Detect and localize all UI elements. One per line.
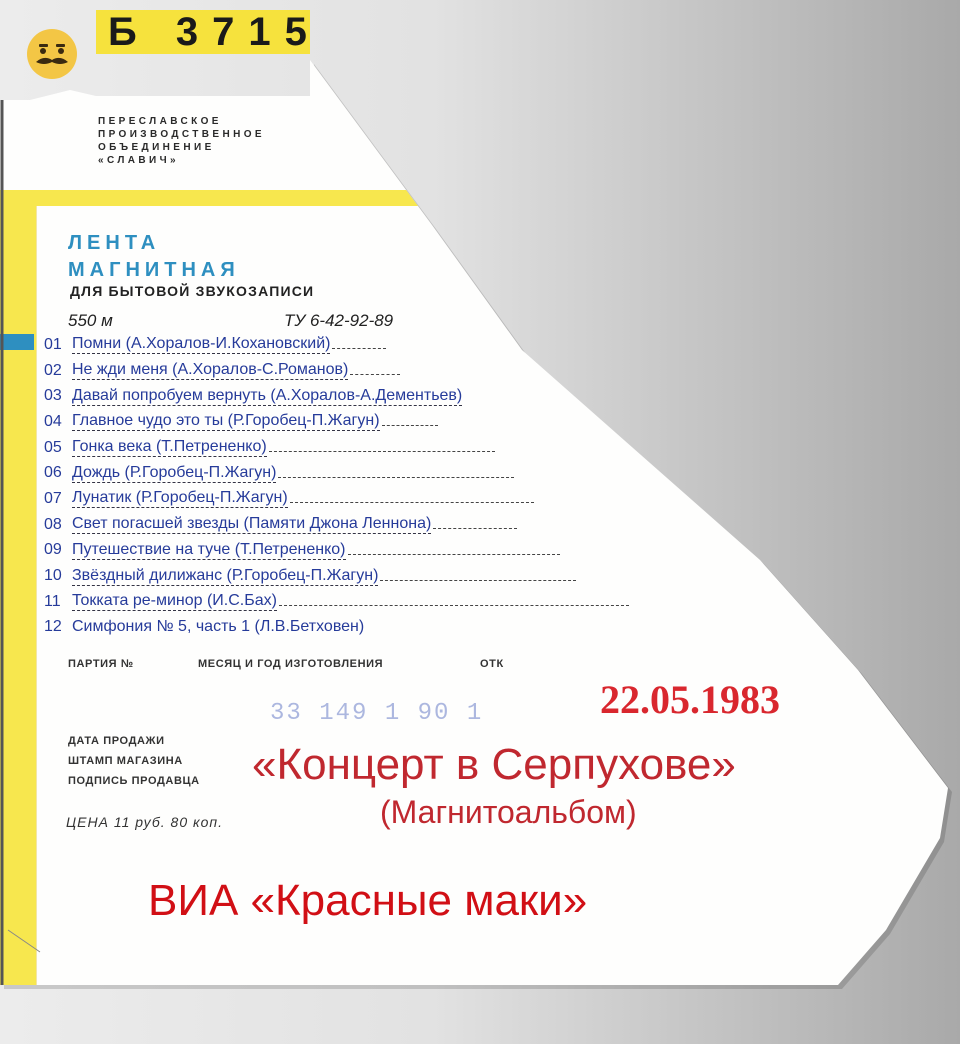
track-item (44, 460, 629, 486)
track-title: Гонка века (Т.Петрененко) (72, 438, 267, 456)
track-title: Помни (А.Хоралов-И.Кохановский) (72, 335, 331, 353)
fill-dots (382, 425, 438, 426)
fill-dots (332, 348, 386, 349)
tape-length: 550 м (68, 311, 113, 330)
org-line-4: «СЛАВИЧ» (98, 155, 179, 166)
track-item (44, 589, 629, 615)
track-list (44, 332, 629, 640)
track-title: Главное чудо это ты (Р.Горобец-П.Жагун) (72, 412, 380, 430)
org-line-1: ПЕРЕСЛАВСКОЕ (98, 116, 222, 127)
album-title: «Концерт в Серпухове» (252, 740, 736, 789)
track-number: 02 (44, 361, 62, 379)
track-number: 10 (44, 567, 62, 585)
product-purpose: ДЛЯ БЫТОВОЙ ЗВУКОЗАПИСИ (70, 283, 315, 299)
product-title-line1: ЛЕНТА (68, 232, 161, 254)
release-date: 22.05.1983 (600, 677, 780, 722)
price-line: ЦЕНА 11 руб. 80 коп. (66, 814, 224, 830)
blue-mark (0, 334, 34, 350)
track-title: Лунатик (Р.Горобец-П.Жагун) (72, 489, 288, 507)
track-title: Путешествие на туче (Т.Петрененко) (72, 540, 346, 558)
shop-stamp-label: ШТАМП МАГАЗИНА (68, 755, 183, 767)
track-number: 06 (44, 464, 62, 482)
track-number: 08 (44, 515, 62, 533)
track-number: 01 (44, 335, 62, 353)
track-title: Симфония № 5, часть 1 (Л.В.Бетховен) (72, 618, 365, 636)
track-item (44, 538, 629, 564)
track-item (44, 563, 629, 589)
track-number: 11 (44, 592, 61, 610)
track-number: 07 (44, 489, 62, 507)
track-item (44, 409, 629, 435)
org-line-2: ПРОИЗВОДСТВЕННОЕ (98, 129, 265, 140)
track-item (44, 512, 629, 538)
track-title: Не жди меня (А.Хоралов-С.Романов) (72, 361, 349, 379)
mustache-face-icon (26, 28, 78, 80)
fill-dots (433, 528, 517, 529)
track-number: 03 (44, 387, 62, 405)
sale-date-label: ДАТА ПРОДАЖИ (68, 735, 165, 747)
month-year-label: МЕСЯЦ И ГОД ИЗГОТОВЛЕНИЯ (198, 658, 384, 670)
product-title-line2: МАГНИТНАЯ (68, 259, 240, 281)
fill-dots (278, 477, 514, 478)
album-subtitle: (Магнитоальбом) (380, 794, 637, 830)
track-item (44, 358, 629, 384)
track-item (44, 435, 629, 461)
fill-dots (269, 451, 495, 452)
tech-standard: ТУ 6-42-92-89 (284, 311, 394, 330)
track-title: Дождь (Р.Горобец-П.Жагун) (72, 463, 277, 481)
track-number: 12 (44, 618, 62, 636)
left-margin-line (36, 206, 37, 986)
yellow-band-top (0, 190, 960, 206)
fill-dots (290, 502, 534, 503)
artist-name: ВИА «Красные маки» (148, 876, 588, 925)
track-number: 09 (44, 541, 62, 559)
yellow-band-left (0, 190, 36, 990)
track-number: 04 (44, 412, 62, 430)
track-title: Звёздный дилижанс (Р.Горобец-П.Жагун) (72, 566, 379, 584)
track-title: Давай попробуем вернуть (А.Хоралов-А.Дементьев) (72, 386, 463, 404)
track-number: 05 (44, 438, 62, 456)
fill-dots (380, 580, 576, 581)
label-code: Б 3715 (108, 10, 321, 54)
track-item (44, 615, 629, 641)
track-item (44, 332, 629, 358)
track-title: Токката ре-минор (И.С.Бах) (72, 592, 277, 610)
production-stamp: 33 149 1 90 1 (270, 700, 484, 727)
track-item (44, 486, 629, 512)
fill-dots (279, 605, 629, 606)
seller-sign-label: ПОДПИСЬ ПРОДАВЦА (68, 775, 200, 787)
otk-label: ОТК (480, 658, 504, 670)
fill-dots (350, 374, 400, 375)
track-title: Свет погасшей звезды (Памяти Джона Леннона) (72, 515, 432, 533)
fill-dots (348, 554, 560, 555)
track-item (44, 383, 629, 409)
org-line-3: ОБЪЕДИНЕНИЕ (98, 142, 215, 153)
batch-label: ПАРТИЯ № (68, 658, 134, 670)
